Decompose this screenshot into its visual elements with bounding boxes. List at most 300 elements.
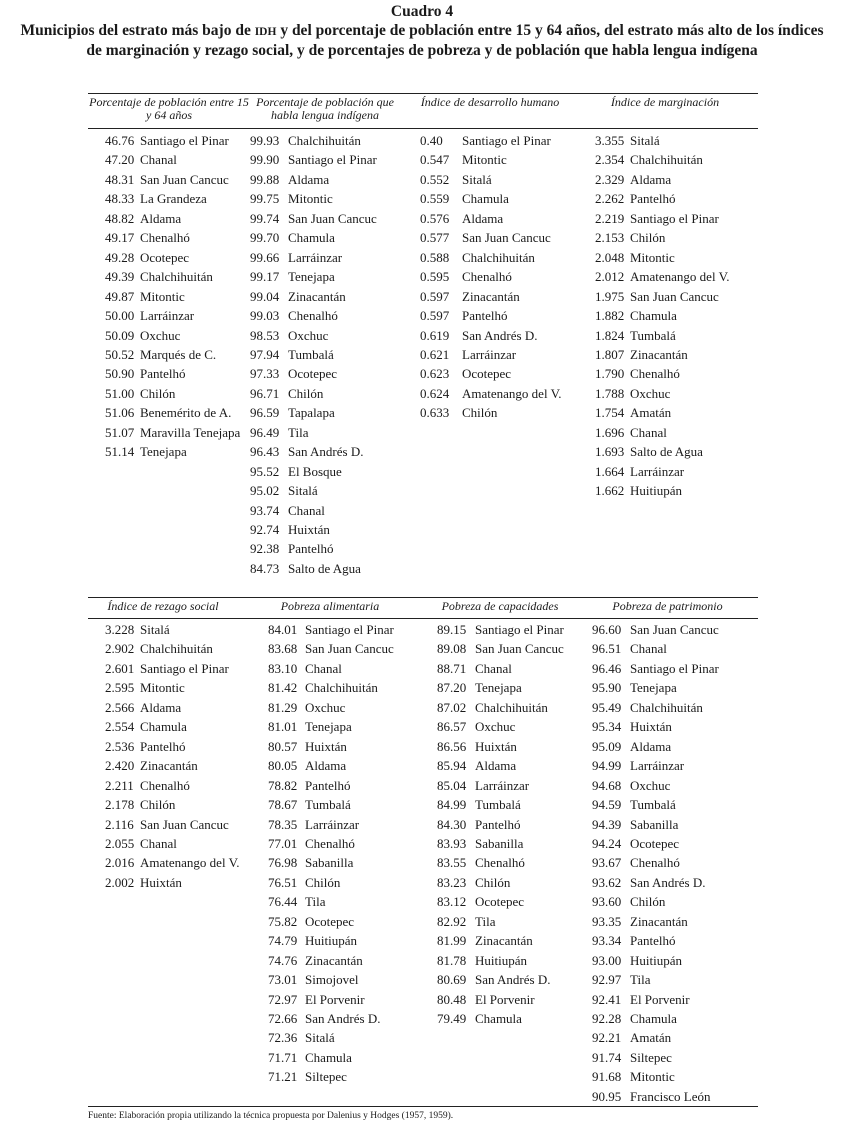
value: 2.262: [595, 191, 625, 207]
municipality-name: Aldama: [630, 738, 672, 754]
header-rule: [88, 128, 758, 129]
municipality-name: Pantelhó: [630, 933, 676, 949]
municipality-name: San Juan Cancuc: [140, 816, 229, 832]
value: 95.34: [592, 719, 622, 735]
municipality-name: Tumbalá: [305, 797, 351, 813]
municipality-name: Chanal: [475, 660, 512, 676]
value: 0.619: [420, 327, 450, 343]
municipality-name: Tumbalá: [288, 346, 334, 362]
value: 96.49: [250, 424, 280, 440]
value: 96.71: [250, 385, 280, 401]
value: 2.153: [595, 230, 625, 246]
municipality-name: San Juan Cancuc: [288, 210, 377, 226]
municipality-name: Larráinzar: [288, 249, 343, 265]
municipality-name: Chalchihuitán: [140, 641, 213, 657]
value: 2.219: [595, 210, 625, 226]
value: 2.178: [105, 797, 135, 813]
municipality-name: Mitontic: [630, 249, 675, 265]
value: 81.99: [437, 933, 467, 949]
value: 89.15: [437, 622, 467, 637]
municipality-name: Huixtán: [140, 874, 182, 890]
municipality-name: Zinacantán: [475, 933, 533, 949]
column-header: Porcentaje de población que habla lengua indígena: [256, 95, 394, 122]
municipality-name: Chenalhó: [475, 855, 525, 871]
value: 1.788: [595, 385, 625, 401]
value: 47.20: [105, 152, 135, 168]
municipality-name: Santiago el Pinar: [630, 660, 719, 676]
municipality-name: Tila: [305, 894, 326, 910]
municipality-name: Chalchihuitán: [140, 269, 213, 285]
value: 80.48: [437, 991, 467, 1007]
municipality-name: Tila: [288, 424, 309, 440]
municipality-name: San Juan Cancuc: [630, 622, 719, 637]
value: 0.576: [420, 210, 450, 226]
table-label: Cuadro 4: [390, 3, 454, 20]
value: 85.04: [437, 777, 467, 793]
municipality-name: Chalchihuitán: [475, 699, 548, 715]
value: 0.621: [420, 346, 450, 362]
municipality-name: Chilón: [140, 797, 176, 813]
column-header: Índice de rezago social: [107, 599, 219, 613]
column-header: Índice de marginación: [610, 95, 720, 109]
value: 99.17: [250, 269, 280, 285]
value: 99.70: [250, 230, 280, 246]
municipality-name: Chilón: [140, 385, 176, 401]
table-title-line-1: [0, 21, 844, 42]
municipality-name: Maravilla Tenejapa: [140, 424, 241, 440]
municipality-name: Sitalá: [630, 133, 660, 148]
municipality-name: Sitalá: [288, 483, 318, 499]
municipality-name: Huixtán: [475, 738, 517, 754]
value: 92.74: [250, 522, 280, 537]
value: 77.01: [268, 835, 298, 851]
value: 94.39: [592, 816, 622, 832]
value: 51.14: [105, 444, 135, 460]
value: 1.790: [595, 366, 625, 382]
municipality-name: Chilón: [630, 894, 666, 910]
value: 99.74: [250, 210, 280, 226]
value: 51.00: [105, 385, 135, 401]
municipality-name: Santiago el Pinar: [140, 660, 229, 676]
municipality-name: Salto de Agua: [288, 560, 361, 576]
municipality-name: Chilón: [288, 385, 324, 401]
value: 83.10: [268, 660, 298, 676]
value: 48.31: [105, 171, 135, 187]
municipality-name: Sitalá: [462, 171, 492, 187]
municipality-name: Aldama: [475, 758, 517, 774]
municipality-name: Mitontic: [630, 1069, 675, 1085]
value: 98.53: [250, 327, 280, 343]
municipality-name: San Juan Cancuc: [630, 288, 719, 304]
value: 50.90: [105, 366, 135, 382]
municipality-name: Chenalhó: [140, 777, 190, 793]
value: 3.228: [105, 622, 135, 637]
title-text: Municipios del estrato más bajo de: [20, 22, 255, 39]
municipality-name: Chamula: [288, 230, 335, 246]
municipality-name: Chalchihuitán: [462, 249, 535, 265]
value: 0.577: [420, 230, 450, 246]
municipality-name: Chilón: [475, 874, 511, 890]
municipality-name: Tenejapa: [630, 680, 677, 696]
column-header: Pobreza de patrimonio: [612, 599, 723, 613]
municipality-name: Chalchihuitán: [288, 133, 361, 148]
value: 92.97: [592, 972, 622, 988]
value: 73.01: [268, 972, 298, 988]
municipality-name: Chilón: [630, 230, 666, 246]
municipality-name: Tila: [630, 972, 651, 988]
value: 1.693: [595, 444, 625, 460]
value: 83.68: [268, 641, 298, 657]
table-title-line-2: de marginación y rezago social, y de porcentajes de pobreza y de población que habla lengua indígena: [86, 42, 758, 59]
title-text: y del porcentaje de población entre 15 y 64 años, del estrato más alto de los índices: [276, 22, 824, 39]
value: 92.28: [592, 1011, 622, 1026]
municipality-name: Ocotepec: [462, 366, 512, 382]
value: 50.09: [105, 327, 135, 343]
municipality-name: El Bosque: [288, 463, 342, 479]
value: 96.59: [250, 405, 280, 421]
municipality-name: Oxchuc: [140, 327, 181, 343]
municipality-name: Chenalhó: [288, 308, 338, 324]
municipality-name: Larráinzar: [140, 308, 195, 324]
value: 72.97: [268, 991, 298, 1007]
municipality-name: Larráinzar: [630, 758, 685, 774]
municipality-name: Tapalapa: [288, 405, 335, 421]
municipality-name: Pantelhó: [305, 777, 351, 793]
value: 95.49: [592, 699, 622, 715]
value: 88.71: [437, 660, 467, 676]
municipality-name: Ocotepec: [140, 249, 190, 265]
value: 0.552: [420, 171, 450, 187]
value: 96.51: [592, 641, 622, 657]
municipality-name: Santiago el Pinar: [140, 133, 229, 148]
municipality-name: Siltepec: [305, 1069, 347, 1085]
municipality-name: Amatenango del V.: [462, 385, 562, 401]
municipality-name: Tumbalá: [630, 797, 676, 813]
value: 95.90: [592, 680, 622, 696]
municipality-name: Amatenango del V.: [140, 855, 240, 871]
value: 96.60: [592, 622, 622, 637]
municipality-name: Tila: [475, 913, 496, 929]
municipality-name: Simojovel: [305, 972, 359, 988]
bottom-rule: [88, 1106, 758, 1107]
municipality-name: Chanal: [630, 641, 667, 657]
value: 92.38: [250, 541, 280, 557]
value: 0.623: [420, 366, 450, 382]
municipality-name: San Andrés D.: [475, 972, 551, 988]
column-header: Índice de desarrollo humano: [420, 95, 560, 109]
municipality-name: Aldama: [288, 171, 330, 187]
municipality-name: Santiago el Pinar: [305, 622, 394, 637]
municipality-name: Tumbalá: [630, 327, 676, 343]
value: 81.78: [437, 952, 467, 968]
municipality-name: Mitontic: [288, 191, 333, 207]
municipality-name: San Andrés D.: [288, 444, 364, 460]
value: 83.12: [437, 894, 467, 910]
value: 94.99: [592, 758, 622, 774]
value: 91.74: [592, 1049, 622, 1065]
value: 95.09: [592, 738, 622, 754]
municipality-name: Santiago el Pinar: [288, 152, 377, 168]
value: 74.76: [268, 952, 298, 968]
value: 71.21: [268, 1069, 298, 1085]
value: 75.82: [268, 913, 298, 929]
source-note: Fuente: Elaboración propia utilizando la técnica propuesta por Dalenius y Hodges (1957, 1959).: [88, 1111, 454, 1121]
municipality-name: Chanal: [630, 424, 667, 440]
municipality-name: El Porvenir: [305, 991, 365, 1007]
value: 0.597: [420, 288, 450, 304]
value: 50.00: [105, 308, 135, 324]
municipality-name: Tenejapa: [305, 719, 352, 735]
value: 86.56: [437, 738, 467, 754]
municipality-name: Chalchihuitán: [630, 699, 703, 715]
value: 2.016: [105, 855, 135, 871]
municipality-name: Chamula: [630, 1011, 677, 1026]
municipality-name: Chanal: [140, 835, 177, 851]
municipality-name: Salto de Agua: [630, 444, 703, 460]
municipality-name: Santiago el Pinar: [630, 210, 719, 226]
municipality-name: Huitiupán: [630, 952, 682, 968]
value: 93.60: [592, 894, 622, 910]
municipality-name: Mitontic: [140, 288, 185, 304]
municipality-name: Siltepec: [630, 1049, 672, 1065]
value: 76.51: [268, 874, 298, 890]
value: 0.595: [420, 269, 450, 285]
municipality-name: Tumbalá: [475, 797, 521, 813]
value: 46.76: [105, 133, 135, 148]
value: 2.902: [105, 641, 135, 657]
value: 78.67: [268, 797, 298, 813]
municipality-name: Chanal: [140, 152, 177, 168]
value: 2.566: [105, 699, 135, 715]
municipality-name: Zinacantán: [462, 288, 520, 304]
municipality-name: Huixtán: [630, 719, 672, 735]
municipality-name: Chenalhó: [462, 269, 512, 285]
municipality-name: Zinacantán: [305, 952, 363, 968]
municipality-name: Pantelhó: [288, 541, 334, 557]
value: 2.116: [105, 816, 134, 832]
municipality-name: San Andrés D.: [462, 327, 538, 343]
municipality-name: Sabanilla: [305, 855, 354, 871]
value: 93.34: [592, 933, 622, 949]
section-rule: [88, 597, 758, 598]
value: 49.17: [105, 230, 135, 246]
value: 0.597: [420, 308, 450, 324]
value: 2.420: [105, 758, 135, 774]
municipality-name: El Porvenir: [475, 991, 535, 1007]
municipality-name: Chenalhó: [630, 366, 680, 382]
value: 79.49: [437, 1011, 467, 1026]
column-header: Pobreza de capacidades: [441, 599, 559, 613]
municipality-name: Aldama: [630, 171, 672, 187]
municipality-name: Chalchihuitán: [630, 152, 703, 168]
municipality-name: Oxchuc: [305, 699, 346, 715]
value: 84.99: [437, 797, 467, 813]
value: 84.01: [268, 622, 298, 637]
value: 95.02: [250, 483, 280, 499]
value: 83.93: [437, 835, 467, 851]
value: 97.94: [250, 346, 280, 362]
value: 2.329: [595, 171, 625, 187]
value: 86.57: [437, 719, 467, 735]
value: 90.95: [592, 1088, 622, 1104]
value: 80.05: [268, 758, 298, 774]
value: 72.66: [268, 1011, 298, 1026]
value: 1.662: [595, 483, 625, 499]
value: 99.66: [250, 249, 280, 265]
municipality-name: Ocotepec: [475, 894, 525, 910]
title-abbreviation: IDH: [254, 26, 277, 38]
value: 3.355: [595, 133, 625, 148]
value: 2.012: [595, 269, 625, 285]
value: 84.73: [250, 560, 280, 576]
value: 49.87: [105, 288, 135, 304]
value: 93.62: [592, 874, 622, 890]
value: 1.807: [595, 346, 625, 362]
municipality-name: Larráinzar: [630, 463, 685, 479]
header-rule: [88, 618, 758, 619]
municipality-name: Mitontic: [140, 680, 185, 696]
value: 97.33: [250, 366, 280, 382]
municipality-name: Amatán: [630, 405, 672, 421]
value: 92.41: [592, 991, 622, 1007]
municipality-name: Pantelhó: [462, 308, 508, 324]
column-header: Pobreza alimentaria: [280, 599, 380, 613]
value: 51.06: [105, 405, 135, 421]
value: 83.23: [437, 874, 467, 890]
value: 93.00: [592, 952, 622, 968]
municipality-name: La Grandeza: [140, 191, 207, 207]
municipality-name: Ocotepec: [630, 835, 680, 851]
value: 81.01: [268, 719, 298, 735]
column-header: Porcentaje de población entre 15 y 64 años: [89, 95, 249, 122]
value: 99.75: [250, 191, 280, 207]
value: 87.20: [437, 680, 467, 696]
value: 50.52: [105, 346, 135, 362]
municipality-name: Mitontic: [462, 152, 507, 168]
value: 99.90: [250, 152, 280, 168]
municipality-name: Larráinzar: [462, 346, 517, 362]
value: 84.30: [437, 816, 467, 832]
value: 94.59: [592, 797, 622, 813]
municipality-name: Chenalhó: [305, 835, 355, 851]
municipality-name: Tenejapa: [475, 680, 522, 696]
value: 80.69: [437, 972, 467, 988]
municipality-name: Aldama: [305, 758, 347, 774]
value: 1.664: [595, 463, 625, 479]
value: 83.55: [437, 855, 467, 871]
municipality-name: San Juan Cancuc: [305, 641, 394, 657]
municipality-name: Francisco León: [630, 1088, 711, 1104]
value: 1.824: [595, 327, 625, 343]
municipality-name: Huixtán: [305, 738, 347, 754]
municipality-name: Chenalhó: [140, 230, 190, 246]
value: 1.975: [595, 288, 625, 304]
value: 93.67: [592, 855, 622, 871]
municipality-name: Amatán: [630, 1030, 672, 1046]
value: 0.633: [420, 405, 450, 421]
value: 2.055: [105, 835, 135, 851]
value: 76.44: [268, 894, 298, 910]
value: 94.24: [592, 835, 622, 851]
value: 96.46: [592, 660, 622, 676]
municipality-name: Zinacantán: [630, 913, 688, 929]
municipality-name: Chamula: [462, 191, 509, 207]
municipality-name: Pantelhó: [630, 191, 676, 207]
municipality-name: Pantelhó: [140, 738, 186, 754]
municipality-name: Sabanilla: [630, 816, 679, 832]
municipality-name: Oxchuc: [630, 385, 671, 401]
value: 87.02: [437, 699, 467, 715]
municipality-name: Pantelhó: [475, 816, 521, 832]
value: 95.52: [250, 463, 280, 479]
municipality-name: Zinacantán: [140, 758, 198, 774]
value: 99.93: [250, 133, 280, 148]
municipality-name: Oxchuc: [288, 327, 329, 343]
value: 0.40: [420, 133, 443, 148]
value: 89.08: [437, 641, 467, 657]
value: 1.882: [595, 308, 625, 324]
value: 49.28: [105, 249, 135, 265]
value: 48.82: [105, 210, 135, 226]
value: 74.79: [268, 933, 298, 949]
municipality-name: San Juan Cancuc: [462, 230, 551, 246]
municipality-name: Oxchuc: [475, 719, 516, 735]
value: 81.29: [268, 699, 298, 715]
municipality-name: Aldama: [140, 699, 182, 715]
municipality-name: Marqués de C.: [140, 346, 217, 362]
value: 1.754: [595, 405, 625, 421]
municipality-name: Ocotepec: [305, 913, 355, 929]
value: 49.39: [105, 269, 135, 285]
value: 48.33: [105, 191, 135, 207]
municipality-name: Pantelhó: [140, 366, 186, 382]
municipality-name: Chamula: [475, 1011, 522, 1026]
municipality-name: Sitalá: [140, 622, 170, 637]
value: 76.98: [268, 855, 298, 871]
municipality-name: Santiago el Pinar: [475, 622, 564, 637]
value: 92.21: [592, 1030, 622, 1046]
value: 0.588: [420, 249, 450, 265]
value: 94.68: [592, 777, 622, 793]
municipality-name: Sabanilla: [475, 835, 524, 851]
municipality-name: Chilón: [462, 405, 498, 421]
value: 85.94: [437, 758, 467, 774]
municipality-name: Huitiupán: [305, 933, 357, 949]
municipality-name: Santiago el Pinar: [462, 133, 551, 148]
value: 2.048: [595, 249, 625, 265]
municipality-name: El Porvenir: [630, 991, 690, 1007]
municipality-name: Aldama: [462, 210, 504, 226]
municipality-name: San Juan Cancuc: [140, 171, 229, 187]
municipality-name: Chamula: [140, 719, 187, 735]
value: 2.536: [105, 738, 135, 754]
value: 2.354: [595, 152, 625, 168]
municipality-name: San Andrés D.: [630, 874, 706, 890]
value: 99.04: [250, 288, 280, 304]
value: 2.554: [105, 719, 135, 735]
top-rule: [88, 93, 758, 94]
municipality-name: Chalchihuitán: [305, 680, 378, 696]
municipality-name: Amatenango del V.: [630, 269, 730, 285]
value: 78.35: [268, 816, 298, 832]
municipality-name: Chamula: [630, 308, 677, 324]
municipality-name: San Andrés D.: [305, 1011, 381, 1026]
value: 99.03: [250, 308, 280, 324]
municipality-name: Chanal: [305, 660, 342, 676]
value: 78.82: [268, 777, 298, 793]
value: 2.211: [105, 777, 134, 793]
value: 0.624: [420, 385, 450, 401]
